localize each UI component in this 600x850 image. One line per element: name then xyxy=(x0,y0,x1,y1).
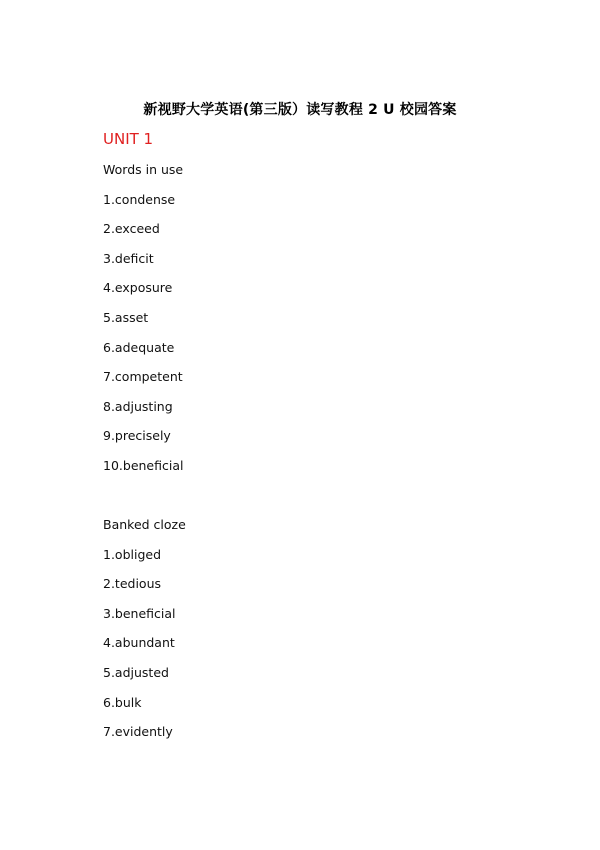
document-title: 新视野大学英语(第三版）读写教程 2 U 校园答案 xyxy=(143,102,457,118)
answer-item: 4.exposure xyxy=(103,280,173,296)
answer-item: 1.condense xyxy=(103,191,176,207)
answer-item: 10.beneficial xyxy=(103,457,184,473)
answer-item: 4.abundant xyxy=(103,635,175,651)
answer-item: 9.precisely xyxy=(103,428,171,444)
words-in-use-section xyxy=(103,162,183,488)
answer-item: 6.bulk xyxy=(103,694,142,710)
answer-item: 2.tedious xyxy=(103,576,162,592)
answer-item: 1.obliged xyxy=(103,546,162,562)
answer-item: 3.deficit xyxy=(103,250,154,266)
banked-cloze-section xyxy=(103,517,186,754)
answer-item: 5.asset xyxy=(103,309,149,325)
section-title-words-in-use: Words in use xyxy=(103,162,184,177)
unit-heading: UNIT 1 xyxy=(103,130,154,148)
answer-item: 2.exceed xyxy=(103,221,160,237)
answer-item: 7.competent xyxy=(103,369,183,385)
answer-item: 7.evidently xyxy=(103,724,173,740)
answer-item: 6.adequate xyxy=(103,339,175,355)
answer-item: 3.beneficial xyxy=(103,605,176,621)
answer-item: 8.adjusting xyxy=(103,398,173,414)
section-title-banked-cloze: Banked cloze xyxy=(103,517,186,532)
answer-item: 5.adjusted xyxy=(103,664,169,680)
